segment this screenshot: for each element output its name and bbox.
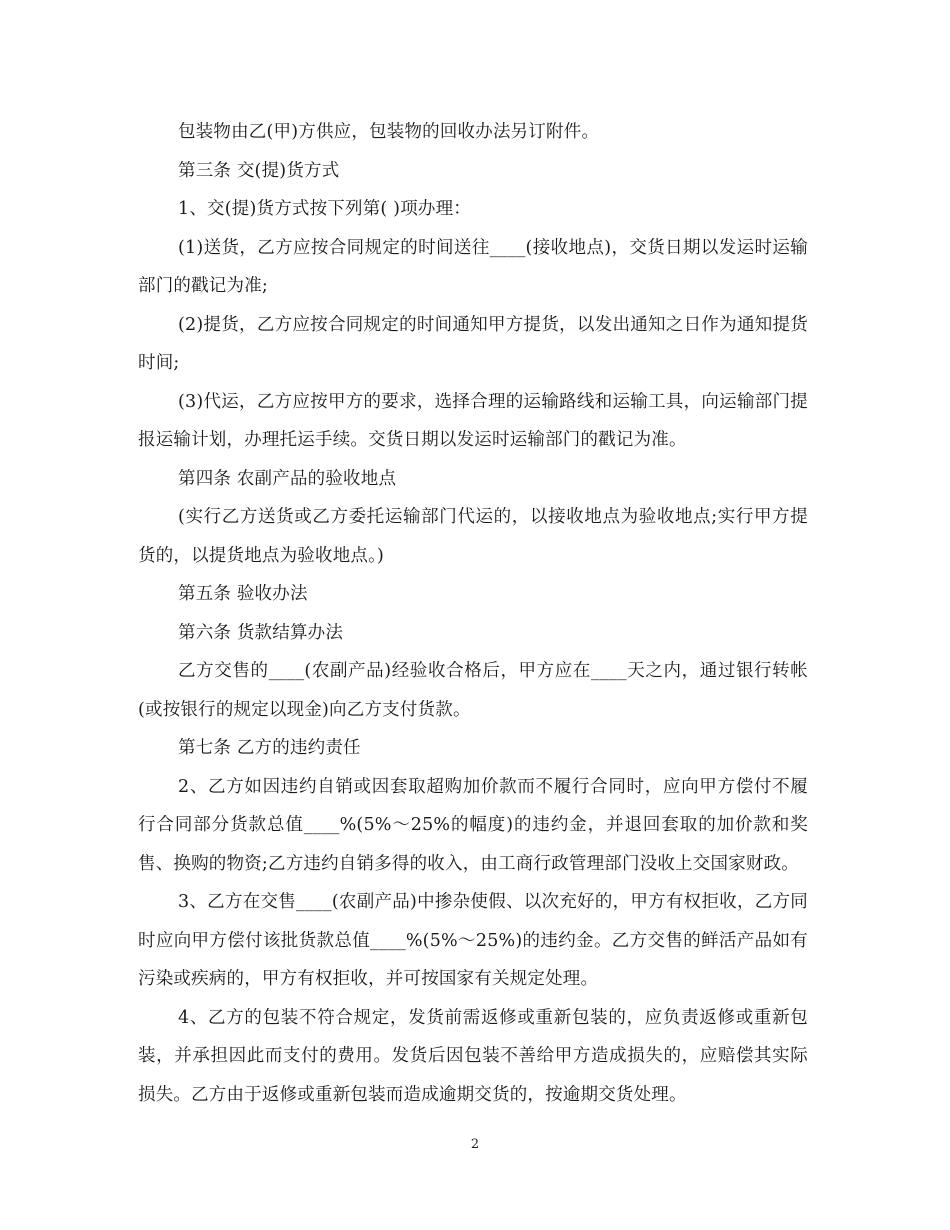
paragraph-payment-settlement: 乙方交售的____(农副产品)经验收合格后，甲方应在____天之内，通过银行转帐(或按银行的规定以现金)向乙方支付货款。 — [138, 661, 808, 720]
page-number: 2 — [470, 1137, 480, 1152]
paragraph-delivery-option-2: (2)提货，乙方应按合同规定的时间通知甲方提货，以发出通知之日作为通知提货时间; — [138, 314, 808, 373]
paragraph-packaging-supply: 包装物由乙(甲)方供应，包装物的回收办法另订附件。 — [178, 122, 600, 142]
document-body — [138, 113, 808, 1114]
paragraph-delivery-method: 1、交(提)货方式按下列第( )项办理： — [178, 199, 472, 219]
paragraph-liability-2: 2、乙方如因违约自销或因套取超购加价款而不履行合同时，应向甲方偿付不履行合同部分货款总值____%(5%～25%的幅度)的违约金，并退回套取的加价款和奖售、换购的物资;乙方违约自销多得的收入，由工商行政管理部门没收上交国家财政。 — [138, 776, 808, 874]
heading-article-6: 第六条 货款结算办法 — [178, 622, 344, 643]
heading-article-4: 第四条 农副产品的验收地点 — [178, 468, 397, 489]
paragraph-liability-3: 3、乙方在交售____(农副产品)中掺杂使假、以次充好的，甲方有权拒收，乙方同时应向甲方偿付该批货款总值____%(5%～25%)的违约金。乙方交售的鲜活产品如有污染或疾病的，甲方有权拒收，并可按国家有关规定处理。 — [138, 892, 808, 989]
paragraph-liability-4: 4、乙方的包装不符合规定，发货前需返修或重新包装的，应负责返修或重新包装，并承担因此而支付的费用。发货后因包装不善给甲方造成损失的，应赔偿其实际损失。乙方由于返修或重新包装而造成逾期交货的，按逾期交货处理。 — [138, 1007, 808, 1105]
heading-article-5: 第五条 验收办法 — [178, 584, 308, 604]
paragraph-inspection-location: (实行乙方送货或乙方委托运输部门代运的，以接收地点为验收地点;实行甲方提货的，以提货地点为验收地点。) — [138, 507, 808, 566]
paragraph-delivery-option-3: (3)代运，乙方应按甲方的要求，选择合理的运输路线和运输工具，向运输部门提报运输计划，办理托运手续。交货日期以发运时运输部门的戳记为准。 — [138, 391, 808, 450]
paragraph-delivery-option-1: (1)送货，乙方应按合同规定的时间送往____(接收地点)，交货日期以发运时运输部门的戳记为准; — [138, 237, 808, 296]
heading-article-7: 第七条 乙方的违约责任 — [178, 738, 361, 758]
heading-article-3: 第三条 交(提)货方式 — [178, 160, 340, 181]
